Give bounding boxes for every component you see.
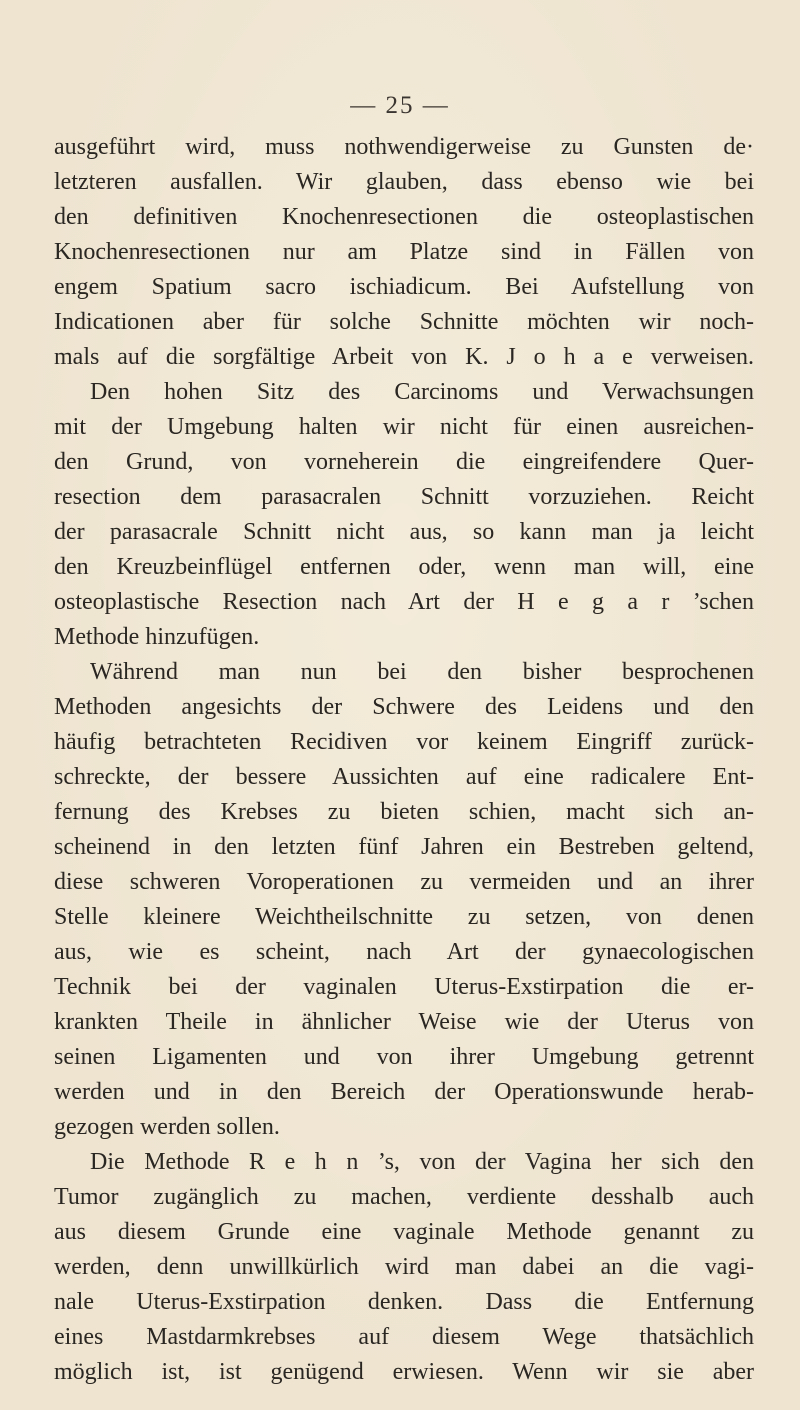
text-line: resection dem parasacralen Schnitt vorzuziehen. Reicht [54,484,754,510]
text-line: ausgeführt wird, muss nothwendigerweise zu Gunsten de· [54,134,754,160]
text-line: nale Uterus-Exstirpation denken. Dass die Entfernung [54,1289,754,1315]
text-line: Methoden angesichts der Schwere des Leidens und den [54,694,754,720]
text-line: diese schweren Voroperationen zu vermeiden und an ihrer [54,869,754,895]
body-text [54,130,754,1390]
text-line: mit der Umgebung halten wir nicht für einen ausreichen- [54,414,754,440]
text-line: aus diesem Grunde eine vaginale Methode genannt zu [54,1219,754,1245]
text-line: häufig betrachteten Recidiven vor keinem Eingriff zurück- [54,729,754,755]
text-line: aus, wie es scheint, nach Art der gynaecologischen [54,939,754,965]
text-line: gezogen werden sollen. [54,1114,280,1140]
text-line: Technik bei der vaginalen Uterus-Exstirpation die er- [54,974,754,1000]
text-line: möglich ist, ist genügend erwiesen. Wenn wir sie aber [54,1359,754,1385]
text-line: werden, denn unwillkürlich wird man dabei an die vagi- [54,1254,754,1280]
text-line: den definitiven Knochenresectionen die osteoplastischen [54,204,754,230]
text-line: seinen Ligamenten und von ihrer Umgebung getrennt [54,1044,754,1070]
text-line: den Kreuzbeinflügel entfernen oder, wenn man will, eine [54,554,754,580]
text-line: werden und in den Bereich der Operationswunde herab- [54,1079,754,1105]
text-line: engem Spatium sacro ischiadicum. Bei Aufstellung von [54,274,754,300]
text-line: osteoplastische Resection nach Art der H e g a r ’schen [54,589,754,615]
text-line: Tumor zugänglich zu machen, verdiente desshalb auch [54,1184,754,1210]
text-line: schreckte, der bessere Aussichten auf eine radicalere Ent- [54,764,754,790]
text-line: Während man nun bei den bisher besprochenen [90,659,754,685]
text-line: letzteren ausfallen. Wir glauben, dass ebenso wie bei [54,169,754,195]
text-line: fernung des Krebses zu bieten schien, macht sich an- [54,799,754,825]
text-line: Knochenresectionen nur am Platze sind in Fällen von [54,239,754,265]
text-line: der parasacrale Schnitt nicht aus, so kann man ja leicht [54,519,754,545]
text-line: krankten Theile in ähnlicher Weise wie der Uterus von [54,1009,754,1035]
text-line: Indicationen aber für solche Schnitte möchten wir noch- [54,309,754,335]
text-line: den Grund, von vorneherein die eingreifendere Quer- [54,449,754,475]
text-line: scheinend in den letzten fünf Jahren ein Bestreben geltend, [54,834,754,860]
text-line: mals auf die sorgfältige Arbeit von K. J o h a e verweisen. [54,344,754,370]
text-line: Den hohen Sitz des Carcinoms und Verwachsungen [90,379,754,405]
text-line: Stelle kleinere Weichtheilschnitte zu setzen, von denen [54,904,754,930]
text-line: Methode hinzufügen. [54,624,260,650]
page-number: — 25 — [350,92,450,119]
text-line: Die Methode R e h n ’s, von der Vagina her sich den [90,1149,754,1175]
text-line: eines Mastdarmkrebses auf diesem Wege thatsächlich [54,1324,754,1350]
